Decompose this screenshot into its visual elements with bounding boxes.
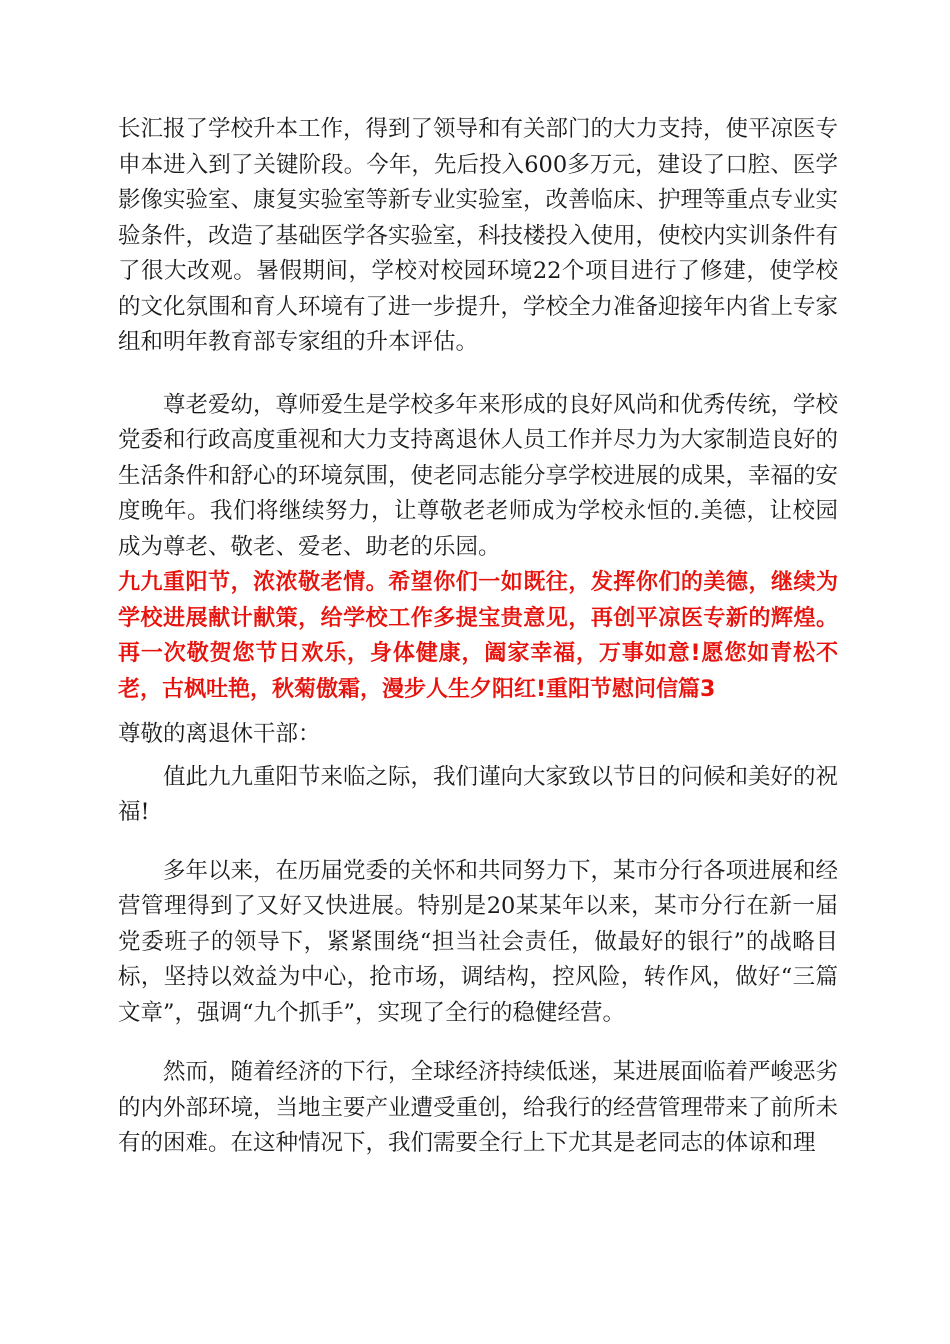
paragraph-highlight-greeting: 九九重阳节，浓浓敬老情。希望你们一如既往，发挥你们的美德，继续为学校进展献计献策，给学校工作多提宝贵意见，再创平凉医专新的辉煌。再一次敬贺您节日欢乐，身体健康，阖家幸福，万事如意!愿您如青松不老，古枫吐艳，秋菊傲霜，漫步人生夕阳红!重阳节慰问信篇3 xyxy=(118,570,838,702)
paragraph-economic-difficulty: 然而，随着经济的下行，全球经济持续低迷，某进展面临着严峻恶劣的内外部环境，当地主要产业遭受重创，给我行的经营管理带来了前所未有的困难。在这种情况下，我们需要全行上下尤其是老同志的体谅和理 xyxy=(118,1059,839,1156)
paragraph-respect-elders: 尊老爱幼，尊师爱生是学校多年来形成的良好风尚和优秀传统，学校党委和行政高度重视和大力支持离退休人员工作并尽力为大家制造良好的生活条件和舒心的环境氛围，使老同志能分享学校进展的成果，幸福的安度晚年。我们将继续努力，让尊敬老老师成为学校永恒的.美德，让校园成为尊老、敬老、爱老、助老的乐园。 xyxy=(118,391,839,560)
paragraph-upgrade-work: 长汇报了学校升本工作，得到了领导和有关部门的大力支持，使平凉医专申本进入到了关键阶段。今年，先后投入600多万元，建设了口腔、医学影像实验室、康复实验室等新专业实验室，改善临床、护理等重点专业实验条件，改造了基础医学各实验室，科技楼投入使用，使校内实训条件有了很大改观。暑假期间，学校对校园环境22个项目进行了修建，使学校的文化氛围和育人环境有了进一步提升，学校全力准备迎接年内省上专家组和明年教育部专家组的升本评估。 xyxy=(118,116,839,355)
paragraph-festival-wishes: 值此九九重阳节来临之际，我们谨向大家致以节日的问候和美好的祝福! xyxy=(118,763,839,825)
salutation: 尊敬的离退休干部： xyxy=(118,721,321,747)
paragraph-bank-progress: 多年以来，在历届党委的关怀和共同努力下，某市分行各项进展和经营管理得到了又好又快进展。特别是20某某年以来，某市分行在新一届党委班子的领导下，紧紧围绕“担当社会责任，做最好的银行”的战略目标，坚持以效益为中心，抢市场，调结构，控风险，转作风，做好“三篇文章”，强调“九个抓手”，实现了全行的稳健经营。 xyxy=(118,857,839,1026)
document-body xyxy=(118,112,838,1162)
